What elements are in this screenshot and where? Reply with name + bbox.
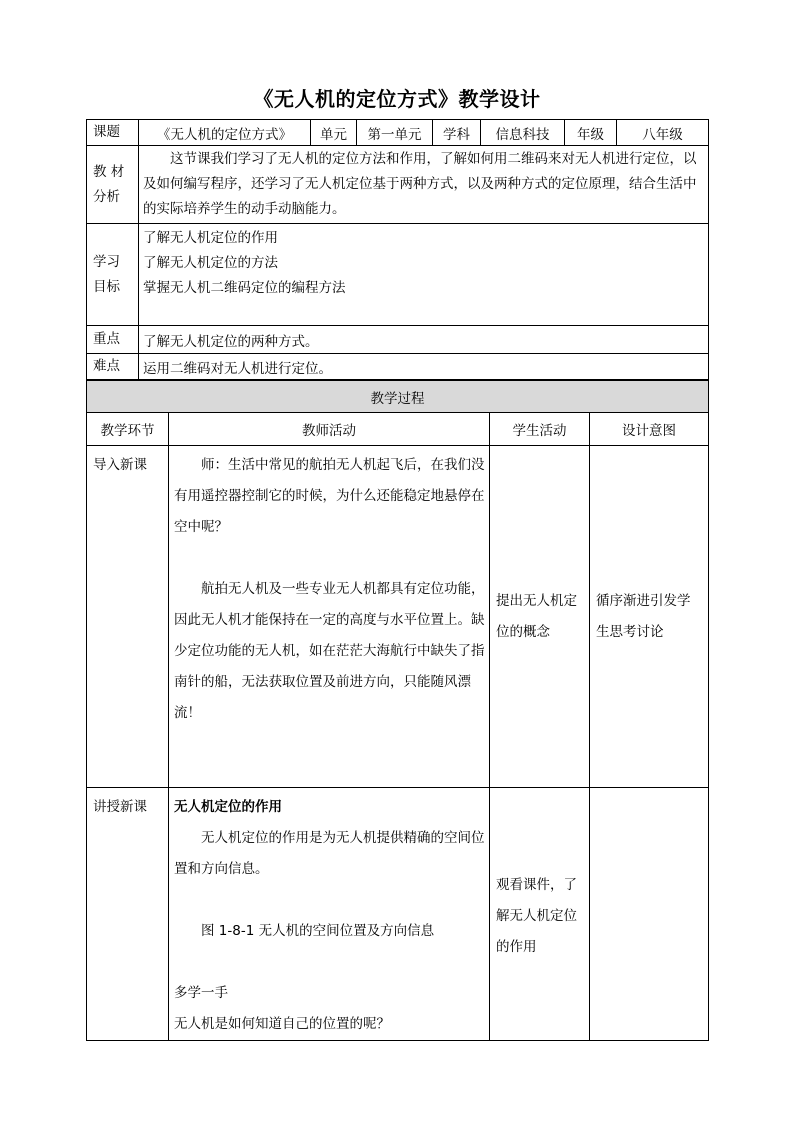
teacher-paragraph: 师：生活中常见的航拍无人机起飞后，在我们没有用遥控器控制它的时候，为什么还能稳定地悬停在空中呢？ [174,457,485,535]
student-line: 的作用 [496,938,537,955]
intent-line: 生思考讨论 [596,623,664,640]
teacher-line: 无人机是如何知道自己的位置的呢？ [174,1016,390,1032]
lesson-info-table [86,119,709,380]
teacher-paragraph: 航拍无人机及一些专业无人机都具有定位功能，因此无人机才能保持在一定的高度与水平位置上。缺少定位功能的无人机，如在茫茫大海航行中缺失了指南针的船，无法获取位置及前进方向，只能随风漂流！ [174,581,485,721]
stage-cell: 导入新课 [87,446,169,788]
column-header: 教师活动 [169,413,490,446]
stage-cell: 讲授新课 [87,788,169,1041]
subject-value: 信息科技 [481,120,565,146]
goals-label-line2: 目标 [93,278,120,295]
material-label [87,146,139,224]
goal-item: 了解无人机定位的作用 [143,230,278,246]
student-activity-cell [490,788,590,1041]
process-heading: 教学过程 [87,381,709,413]
student-line: 解无人机定位 [496,907,577,924]
unit-value: 第一单元 [357,120,433,146]
key-point-row [87,326,709,354]
subject-label: 学科 [433,120,481,146]
process-heading-row [87,381,709,413]
student-line: 观看课件，了 [496,876,577,893]
key-point-label: 重点 [87,326,139,354]
goals-label-line1: 学习 [93,253,120,270]
intent-line: 循序渐进引发学 [596,592,691,609]
material-row [87,146,709,224]
material-label-line1: 教 材 [93,163,125,180]
student-line: 位的概念 [496,623,550,640]
material-text: 这节课我们学习了无人机的定位方法和作用，了解如何用二维码来对无人机进行定位，以及如何编写程序，还学习了无人机定位基于两种方式，以及两种方式的定位原理，结合生活中的实际培养学生的动手动脑能力。 [139,146,709,224]
key-point-text: 了解无人机定位的两种方式。 [139,326,709,354]
goals-label [87,224,139,326]
course-value: 《无人机的定位方式》 [139,120,311,146]
student-activity-cell [490,446,590,788]
column-header: 教学环节 [87,413,169,446]
course-label: 课题 [87,120,139,146]
table-row [87,446,709,788]
teaching-process-table [86,380,709,1041]
figure-caption: 图 1-8-1 无人机的空间位置及方向信息 [201,923,435,939]
difficulty-label: 难点 [87,354,139,380]
teacher-heading: 无人机定位的作用 [174,799,282,815]
column-header: 设计意图 [590,413,709,446]
grade-value: 八年级 [617,120,709,146]
column-header: 学生活动 [490,413,590,446]
teacher-paragraph: 无人机定位的作用是为无人机提供精确的空间位置和方向信息。 [174,830,485,877]
teacher-activity-cell [169,788,490,1041]
process-columns-row [87,413,709,446]
page-title: 《无人机的定位方式》教学设计 [253,87,541,111]
goals-list [139,224,709,326]
teacher-line: 多学一手 [174,985,228,1001]
material-label-line2: 分析 [93,188,120,205]
goals-row [87,224,709,326]
table-row [87,788,709,1041]
design-intent-cell [590,788,709,1041]
difficulty-text: 运用二维码对无人机进行定位。 [139,354,709,380]
header-row [87,120,709,146]
design-intent-cell [590,446,709,788]
teacher-activity-cell [169,446,490,788]
goal-item: 了解无人机定位的方法 [143,255,278,271]
grade-label: 年级 [565,120,617,146]
student-line: 提出无人机定 [496,592,577,609]
goal-item: 掌握无人机二维码定位的编程方法 [143,280,346,296]
difficulty-row [87,354,709,380]
unit-label: 单元 [311,120,357,146]
